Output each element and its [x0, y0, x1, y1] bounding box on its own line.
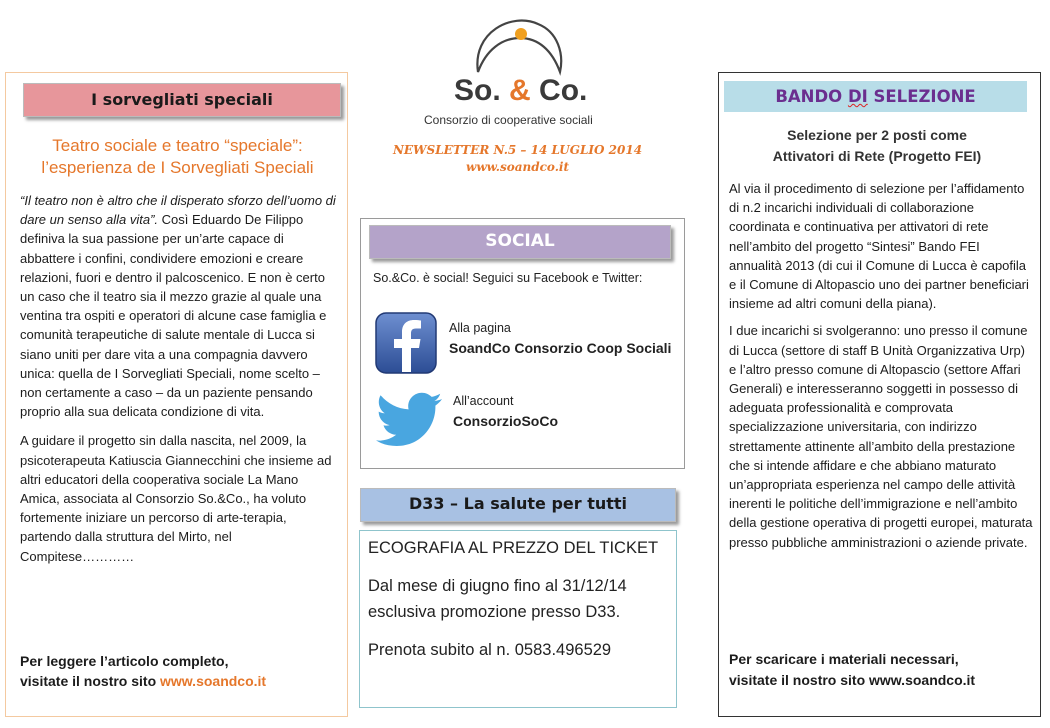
bando-paragraph-1: Al via il procedimento di selezione per l’affidamento di n.2 incarichi individuali di collaborazione coordinata e continuativa per attivatori di rete nell’ambito del progetto “Sintesi” Bando FEI annualità 2013 (di cui il Comune di Lucca è capofila e il Comune di Altopascio uno dei partner beneficiari insieme ad altri comuni della piana).: [729, 181, 1029, 312]
social-heading: SOCIAL: [369, 225, 671, 259]
article-paragraph-1-text: Così Eduardo De Filippo definiva la sua passione per un’arte capace di abbattere i confini, condividere emozioni e creare relazioni, fuori e dentro il palcoscenico. E non è certo un caso che il teatro sia il mezzo grazie al quale una ventina tra ospiti e operatori di alcune case famiglia e comunità terapeutiche di salute mentale di Lucca si siano uniti per dare vita a una compagnia davvero unica: quella de I Sorvegliati Speciali, nome scelto – non certamente a caso – da un paziente pensando proprio alla sua delicata condizione di vita.: [20, 212, 327, 420]
twitter-bird-icon[interactable]: [376, 392, 444, 446]
logo-name: So. & Co.: [454, 74, 588, 107]
article-title: [16, 135, 339, 179]
bando-download-note: [729, 649, 1033, 691]
article-sorvegliati-speciali: [5, 72, 348, 717]
article-paragraph-1: [20, 191, 338, 421]
bando-heading-part2: DI: [847, 87, 868, 106]
twitter-account-link[interactable]: ConsorzioSoCo: [453, 413, 558, 429]
article-title-line2: l’esperienza de I Sorvegliati Speciali: [41, 158, 314, 177]
bando-subtitle-line2: Attivatori di Rete (Progetto FEI): [772, 148, 982, 164]
bando-selezione-panel: [718, 72, 1041, 717]
bando-subtitle: [727, 125, 1027, 167]
d33-heading: D33 – La salute per tutti: [360, 488, 676, 522]
read-more-line1: Per leggere l’articolo completo,: [20, 653, 229, 669]
twitter-label: All’account: [453, 394, 514, 408]
facebook-page-link[interactable]: SoandCo Consorzio Coop Sociali: [449, 340, 672, 356]
download-note-line2[interactable]: visitate il nostro sito www.soandco.it: [729, 672, 976, 688]
article-body: [20, 191, 338, 576]
bando-paragraph-2: I due incarichi si svolgeranno: uno presso il comune di Lucca (settore di staff B Unità Organizzativa Urp) e l’altro presso comune di Altopascio (settore Affari Generali) e interesseranno soggetti in possesso di adeguata professionalità e comprovata specializzazione universitaria, con indirizzo strettamente attinente all’ambito della prestazione che si intende affidare e che abbiano maturato un’appropriata esperienza nel campo delle attività inerenti le politiche dell’immigrazione e nell’ambito della gestione operativa di progetti europei, maturata presso pubbliche amministrazioni o aziende private.: [729, 323, 1033, 550]
article-paragraph-2: A guidare il progetto sin dalla nascita, nel 2009, la psicoterapeuta Katiuscia Giannecchini che insieme ad altri educatori della cooperativa sociale La Mano Amica, associata al Consorzio So.&Co., ha voluto fortemente iniziare un percorso di arte-terapia, partendo dalla struttura del Mirto, nel Compitese…………: [20, 433, 332, 564]
article-title-line1: Teatro sociale e teatro “speciale”:: [52, 136, 303, 155]
bando-heading-part3: SELEZIONE: [867, 87, 976, 106]
newsletter-site-link[interactable]: www.soandco.it: [466, 160, 569, 174]
newsletter-header: [370, 142, 665, 176]
download-note-line1: Per scaricare i materiali necessari,: [729, 651, 959, 667]
article-quote: “Il teatro non è altro che il disperato sforzo dell’uomo di dare un senso alla vita”.: [20, 193, 336, 228]
bando-subtitle-line1: Selezione per 2 posti come: [787, 127, 967, 143]
section-heading: I sorvegliati speciali: [23, 83, 341, 117]
social-intro: So.&Co. è social! Seguici su Facebook e Twitter:: [373, 271, 643, 285]
consortium-logo: [420, 14, 620, 127]
d33-promo-text: Dal mese di giugno fino al 31/12/14 esclusiva promozione presso D33.: [368, 577, 627, 621]
bando-heading: [724, 81, 1027, 112]
d33-promo-box: [359, 530, 677, 708]
read-more-line2: [20, 671, 338, 691]
facebook-label: Alla pagina: [449, 321, 511, 335]
facebook-icon[interactable]: [375, 312, 437, 374]
bando-body: [729, 179, 1033, 560]
newsletter-issue: NEWSLETTER N.5 – 14 LUGLIO 2014: [392, 143, 643, 157]
read-more-text: visitate il nostro sito: [20, 673, 161, 689]
d33-phone: Prenota subito al n. 0583.496529: [368, 641, 612, 659]
article-read-more: [20, 651, 338, 691]
logo-subtitle: Consorzio di cooperative sociali: [424, 113, 593, 127]
site-link[interactable]: www.soandco.it: [160, 673, 267, 689]
bando-heading-part1: BANDO: [775, 87, 848, 106]
social-box: [360, 218, 685, 469]
d33-promo-title: ECOGRAFIA AL PREZZO DEL TICKET: [368, 539, 659, 557]
